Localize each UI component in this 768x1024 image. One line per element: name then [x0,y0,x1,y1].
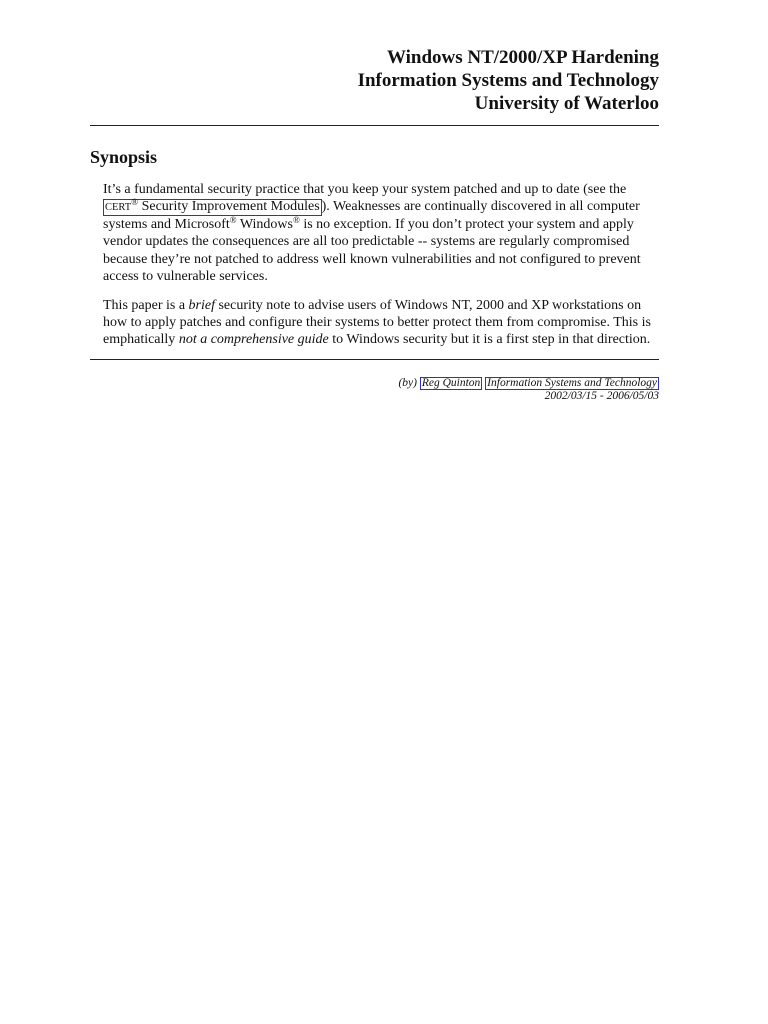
cert-label: CERT [105,202,132,214]
p1-rest-text: is no exception. If you don’t protect your system and apply vendor updates the consequences are all too predictable -- systems are regularly compromised because they’re not patched to address well known vulnerabilities and not configured to prevent access to vulnerable services. [103,217,641,284]
bottom-divider [90,359,659,360]
security-modules-link-text: Security Improvement Modules [141,199,320,215]
p2-text-c: to Windows security but it is a first step in that direction. [332,332,651,348]
title-line-1: Windows NT/2000/XP Hardening [386,47,659,68]
windows-word: Windows [239,217,293,233]
synopsis-heading: Synopsis [90,147,158,167]
p2-guide-emphasis: not a comprehensive guide [178,332,329,348]
top-divider [90,125,659,126]
byline-prefix: (by) [398,377,417,389]
organization-link[interactable]: Information Systems and Technology [487,377,657,389]
title-line-2: Information Systems and Technology [357,70,659,91]
synopsis-paragraph-2 [103,297,663,349]
p2-text-a: This paper is a [103,298,186,313]
author-link[interactable]: Reg Quinton [421,377,481,389]
p2-brief-emphasis: brief [188,298,215,313]
p1-intro-text: It’s a fundamental security practice that you keep your system patched and up to date (see the [103,182,627,197]
p1-after-link-text: ). Weaknesses are continually discovered in all computer systems and Microsoft [103,199,640,233]
synopsis-paragraph-1 [103,181,663,285]
p2-text-b: security note to advise users of Windows NT, 2000 and XP workstations on how to apply patches and configure their systems to better protect them from compromise. This is emphatically [103,298,651,348]
date-range: 2002/03/15 - 2006/05/03 [544,390,659,402]
byline [398,377,659,403]
document-title-block [358,46,659,115]
registered-mark: ® [229,215,237,226]
title-line-3: University of Waterloo [474,93,659,114]
author-line [398,377,659,390]
cert-security-modules-link[interactable] [103,199,322,216]
registered-mark: ® [131,197,139,208]
registered-mark: ® [292,215,300,226]
